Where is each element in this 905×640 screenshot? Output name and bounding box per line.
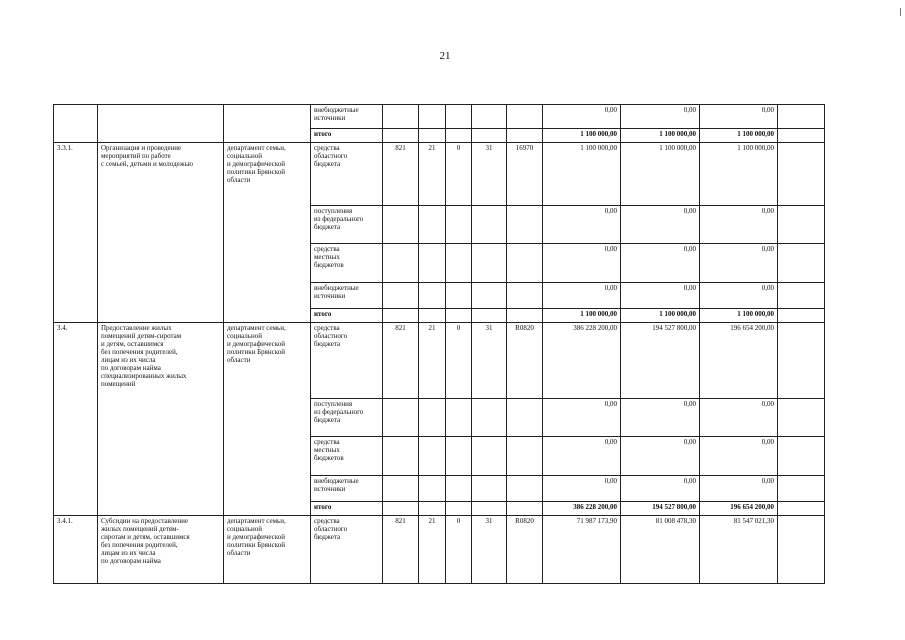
code-cell xyxy=(472,206,507,244)
amount-year-1-cell: 386 228 200,00 xyxy=(543,502,621,516)
empty-cell xyxy=(778,283,825,309)
amount-year-3-cell: 0,00 xyxy=(700,476,778,502)
code-cell xyxy=(472,502,507,516)
code-cell xyxy=(419,502,446,516)
code-cell: 821 xyxy=(383,323,419,399)
funding-source-cell: итого xyxy=(311,309,383,323)
funding-source-cell: средства областного бюджета xyxy=(311,143,383,206)
empty-cell xyxy=(778,399,825,437)
funding-source-cell: поступления из федерального бюджета xyxy=(311,206,383,244)
amount-year-2-cell: 194 527 800,00 xyxy=(621,323,700,399)
code-cell xyxy=(507,129,543,143)
amount-year-2-cell: 0,00 xyxy=(621,105,700,129)
code-cell xyxy=(446,437,472,476)
measure-name-cell: Организация и проведение мероприятий по работе с семьей, детьми и молодежью xyxy=(98,143,224,323)
code-cell: 0 xyxy=(446,516,472,584)
code-cell xyxy=(507,309,543,323)
code-cell xyxy=(507,283,543,309)
amount-year-3-cell: 0,00 xyxy=(700,283,778,309)
code-cell: 21 xyxy=(419,516,446,584)
funding-source-cell: внебюджетные источники xyxy=(311,105,383,129)
amount-year-3-cell: 0,00 xyxy=(700,244,778,283)
amount-year-1-cell: 0,00 xyxy=(543,437,621,476)
code-cell xyxy=(383,476,419,502)
code-cell: 21 xyxy=(419,323,446,399)
code-cell: R0820 xyxy=(507,516,543,584)
amount-year-3-cell: 81 547 021,30 xyxy=(700,516,778,584)
empty-cell xyxy=(778,244,825,283)
code-cell xyxy=(507,206,543,244)
funding-source-cell: средства областного бюджета xyxy=(311,516,383,584)
code-cell: R0820 xyxy=(507,323,543,399)
code-cell: 16970 xyxy=(507,143,543,206)
code-cell xyxy=(472,129,507,143)
funding-source-cell: внебюджетные источники xyxy=(311,476,383,502)
code-cell: 31 xyxy=(472,143,507,206)
empty-cell xyxy=(778,476,825,502)
amount-year-1-cell: 386 228 200,00 xyxy=(543,323,621,399)
amount-year-1-cell: 71 987 173,90 xyxy=(543,516,621,584)
code-cell xyxy=(383,502,419,516)
budget-table xyxy=(53,104,825,584)
code-cell xyxy=(419,476,446,502)
code-cell xyxy=(419,129,446,143)
code-cell xyxy=(383,129,419,143)
amount-year-3-cell: 1 100 000,00 xyxy=(700,143,778,206)
amount-year-1-cell: 1 100 000,00 xyxy=(543,143,621,206)
amount-year-1-cell: 0,00 xyxy=(543,399,621,437)
code-cell xyxy=(446,476,472,502)
code-cell xyxy=(383,399,419,437)
code-cell: 31 xyxy=(472,516,507,584)
code-cell xyxy=(383,105,419,129)
code-cell xyxy=(472,437,507,476)
code-cell xyxy=(383,437,419,476)
funding-source-cell: итого xyxy=(311,129,383,143)
empty-cell xyxy=(778,105,825,129)
code-cell xyxy=(419,244,446,283)
amount-year-3-cell: 196 654 200,00 xyxy=(700,323,778,399)
code-cell xyxy=(419,399,446,437)
measure-name-cell: Предоставление жилых помещений детям-сиротам и детям, оставшимся без попечения родителей, лицам из их числа по договорам найма специализированных жилых помещений xyxy=(98,323,224,516)
empty-cell xyxy=(778,323,825,399)
row-number-cell: 3.4.1. xyxy=(54,516,98,584)
code-cell xyxy=(383,206,419,244)
code-cell xyxy=(446,399,472,437)
amount-year-3-cell: 0,00 xyxy=(700,437,778,476)
amount-year-3-cell: 196 654 200,00 xyxy=(700,502,778,516)
table-row xyxy=(54,143,825,206)
code-cell xyxy=(446,283,472,309)
amount-year-3-cell: 0,00 xyxy=(700,399,778,437)
amount-year-3-cell: 0,00 xyxy=(700,206,778,244)
code-cell xyxy=(446,502,472,516)
code-cell xyxy=(446,244,472,283)
empty-cell xyxy=(778,206,825,244)
amount-year-1-cell: 0,00 xyxy=(543,244,621,283)
code-cell xyxy=(446,206,472,244)
code-cell xyxy=(472,283,507,309)
row-number-cell xyxy=(54,105,98,143)
amount-year-2-cell: 0,00 xyxy=(621,399,700,437)
code-cell xyxy=(472,309,507,323)
code-cell xyxy=(472,105,507,129)
empty-cell xyxy=(778,516,825,584)
funding-source-cell: средства областного бюджета xyxy=(311,323,383,399)
amount-year-1-cell: 0,00 xyxy=(543,283,621,309)
code-cell xyxy=(472,476,507,502)
table-row xyxy=(54,105,825,129)
code-cell xyxy=(472,399,507,437)
amount-year-3-cell: 0,00 xyxy=(700,105,778,129)
code-cell: 821 xyxy=(383,143,419,206)
code-cell xyxy=(383,283,419,309)
empty-cell xyxy=(778,502,825,516)
empty-cell xyxy=(778,309,825,323)
amount-year-1-cell: 0,00 xyxy=(543,206,621,244)
code-cell xyxy=(446,105,472,129)
code-cell: 31 xyxy=(472,323,507,399)
amount-year-2-cell: 1 100 000,00 xyxy=(621,309,700,323)
code-cell xyxy=(446,129,472,143)
funding-source-cell: поступления из федерального бюджета xyxy=(311,399,383,437)
amount-year-1-cell: 0,00 xyxy=(543,476,621,502)
amount-year-2-cell: 0,00 xyxy=(621,206,700,244)
amount-year-2-cell: 194 527 800,00 xyxy=(621,502,700,516)
empty-cell xyxy=(778,143,825,206)
amount-year-3-cell: 1 100 000,00 xyxy=(700,129,778,143)
code-cell xyxy=(507,399,543,437)
measure-name-cell: Субсидии на предоставление жилых помещений детям- сиротам и детям, оставшимся без попечения родителей, лицам из их числа по договорам найма xyxy=(98,516,224,584)
amount-year-2-cell: 0,00 xyxy=(621,437,700,476)
code-cell: 0 xyxy=(446,323,472,399)
code-cell: 0 xyxy=(446,143,472,206)
code-cell xyxy=(507,105,543,129)
code-cell xyxy=(507,437,543,476)
empty-cell xyxy=(778,129,825,143)
table-row xyxy=(54,323,825,399)
code-cell xyxy=(507,476,543,502)
amount-year-2-cell: 0,00 xyxy=(621,476,700,502)
funding-source-cell: итого xyxy=(311,502,383,516)
executor-cell xyxy=(224,105,311,143)
code-cell xyxy=(419,206,446,244)
page-number: 21 xyxy=(439,50,451,62)
code-cell xyxy=(446,309,472,323)
table-row xyxy=(54,516,825,584)
funding-source-cell: средства местных бюджетов xyxy=(311,244,383,283)
funding-source-cell: внебюджетные источники xyxy=(311,283,383,309)
amount-year-2-cell: 81 008 478,30 xyxy=(621,516,700,584)
code-cell xyxy=(507,502,543,516)
amount-year-1-cell: 1 100 000,00 xyxy=(543,309,621,323)
code-cell xyxy=(419,105,446,129)
amount-year-2-cell: 1 100 000,00 xyxy=(621,129,700,143)
code-cell xyxy=(419,309,446,323)
code-cell xyxy=(472,244,507,283)
row-number-cell: 3.4. xyxy=(54,323,98,516)
empty-cell xyxy=(778,437,825,476)
amount-year-1-cell: 1 100 000,00 xyxy=(543,129,621,143)
funding-source-cell: средства местных бюджетов xyxy=(311,437,383,476)
amount-year-1-cell: 0,00 xyxy=(543,105,621,129)
measure-name-cell xyxy=(98,105,224,143)
code-cell: 21 xyxy=(419,143,446,206)
executor-cell: департамент семьи, социальной и демографической политики Брянской области xyxy=(224,323,311,516)
code-cell xyxy=(383,244,419,283)
executor-cell: департамент семьи, социальной и демографической политики Брянской области xyxy=(224,516,311,584)
amount-year-3-cell: 1 100 000,00 xyxy=(700,309,778,323)
code-cell xyxy=(419,437,446,476)
code-cell xyxy=(507,244,543,283)
row-number-cell: 3.3.1. xyxy=(54,143,98,323)
scan-edge-mark xyxy=(900,8,901,16)
executor-cell: департамент семьи, социальной и демографической политики Брянской области xyxy=(224,143,311,323)
amount-year-2-cell: 0,00 xyxy=(621,244,700,283)
code-cell: 821 xyxy=(383,516,419,584)
amount-year-2-cell: 1 100 000,00 xyxy=(621,143,700,206)
code-cell xyxy=(419,283,446,309)
amount-year-2-cell: 0,00 xyxy=(621,283,700,309)
code-cell xyxy=(383,309,419,323)
